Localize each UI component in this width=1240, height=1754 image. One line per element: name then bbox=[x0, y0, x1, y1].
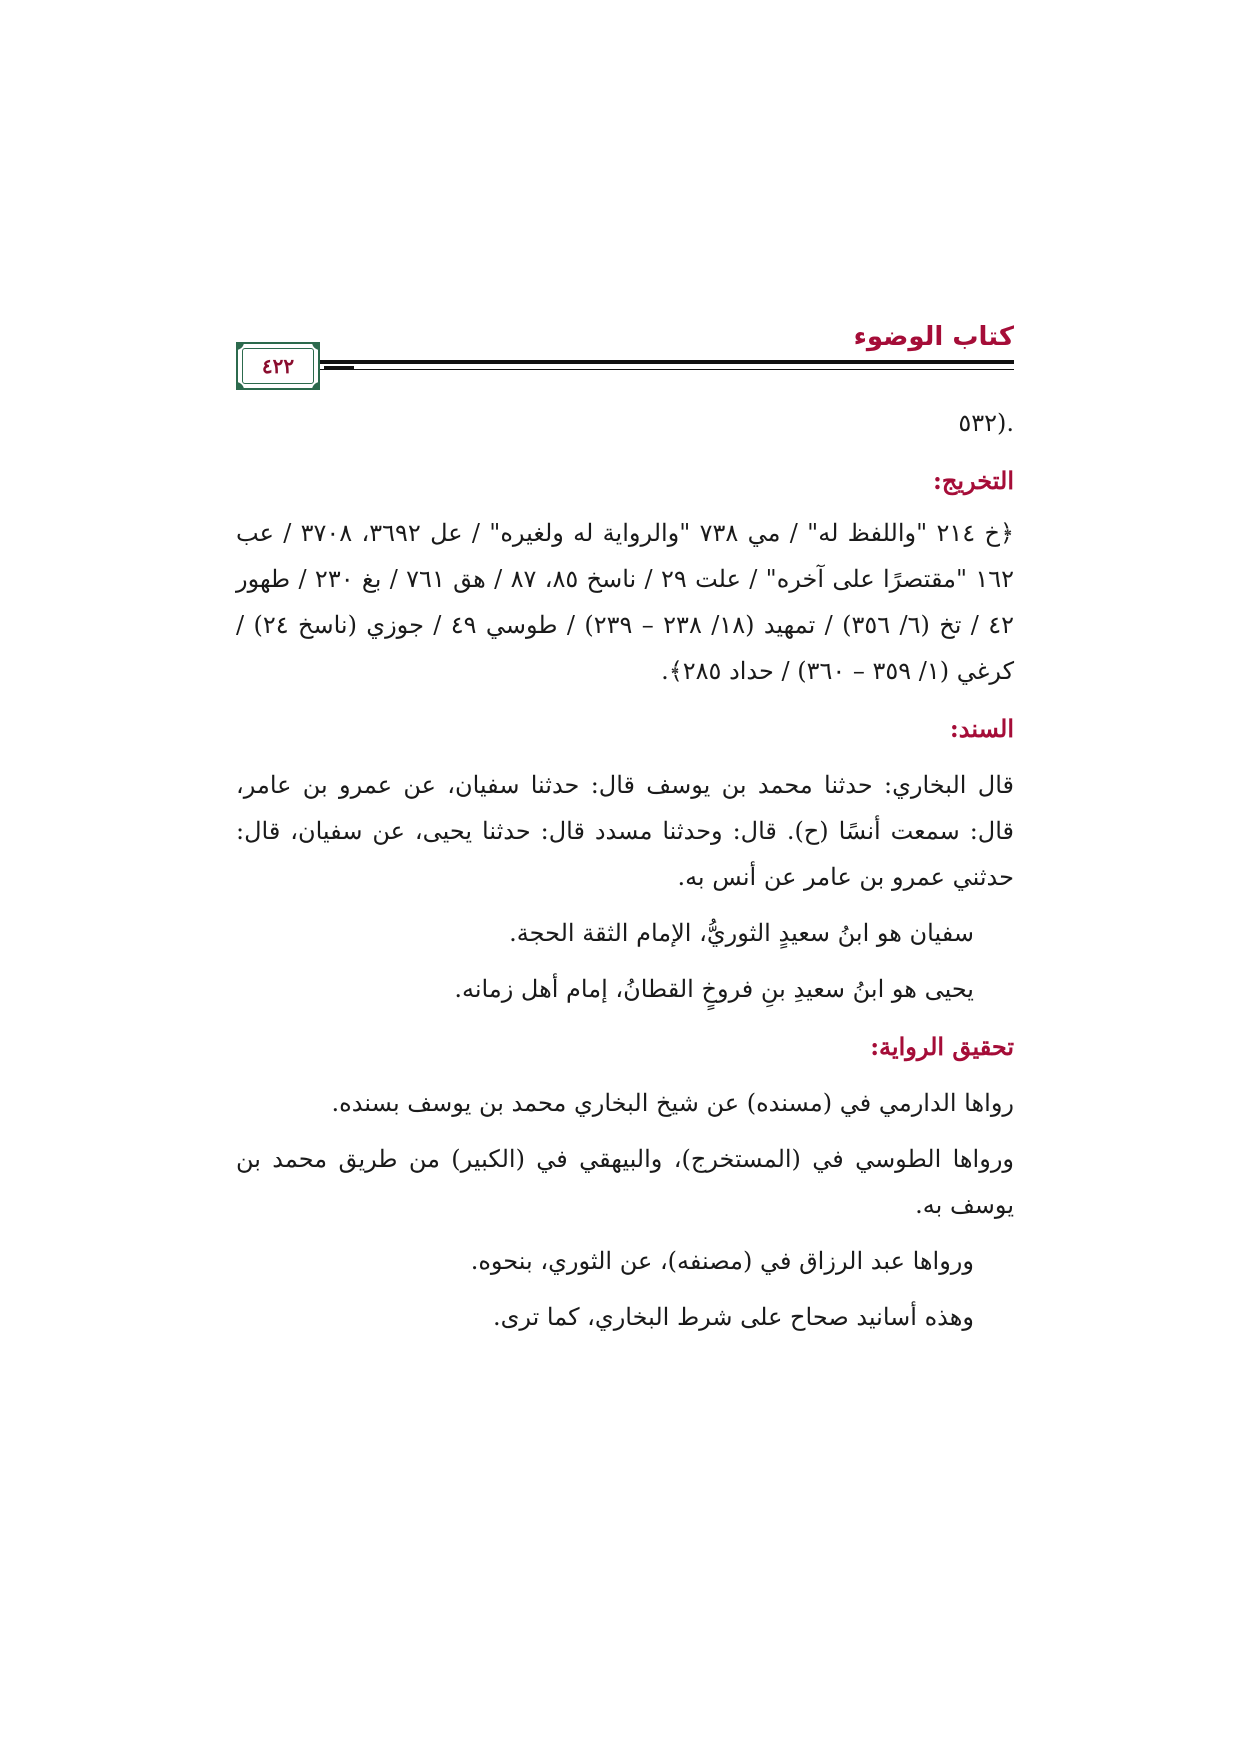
sanad-paragraph: يحيى هو ابنُ سعيدِ بنِ فروخٍ القطانُ، إمام أهل زمانه. bbox=[454, 975, 974, 1003]
riwaya-paragraph: رواها الدارمي في (مسنده) عن شيخ البخاري محمد بن يوسف بسنده. bbox=[331, 1089, 1014, 1117]
sanad-paragraph: قال البخاري: حدثنا محمد بن يوسف قال: حدثنا سفيان، عن عمرو بن عامر، قال: سمعت أنسًا (ح). قال: وحدثنا مسدد قال: حدثنا يحيى، عن سفيان، قال: حدثني عمرو بن عامر عن أنس به. bbox=[236, 771, 1014, 891]
badge-connector bbox=[324, 366, 354, 370]
page-header bbox=[236, 322, 1014, 392]
section-heading-takhrij: التخريج: bbox=[933, 466, 1014, 495]
header-rule-thick bbox=[236, 360, 1014, 364]
book-title: كتاب الوضوء bbox=[853, 322, 1014, 352]
riwaya-paragraph: ورواها الطوسي في (المستخرج)، والبيهقي في (الكبير) من طريق محمد بن يوسف به. bbox=[236, 1145, 1014, 1219]
riwaya-paragraph: وهذه أسانيد صحاح على شرط البخاري، كما ترى. bbox=[492, 1303, 974, 1331]
page-number-badge bbox=[236, 342, 320, 390]
page-body bbox=[236, 400, 1014, 1340]
page-number: ٤٢٢ bbox=[242, 348, 314, 384]
section-heading-riwaya: تحقيق الرواية: bbox=[870, 1032, 1014, 1061]
ornament-corner bbox=[312, 382, 320, 390]
section-heading-sanad: السند: bbox=[949, 714, 1014, 743]
sanad-paragraph: سفيان هو ابنُ سعيدٍ الثوريُّ، الإمام الثقة الحجة. bbox=[509, 919, 974, 947]
riwaya-paragraph: ورواها عبد الرزاق في (مصنفه)، عن الثوري، بنحوه. bbox=[470, 1247, 974, 1275]
takhrij-text: ﴿خ ٢١٤ "واللفظ له" / مي ٧٣٨ "والرواية له ولغيره" / عل ٣٦٩٢، ٣٧٠٨ / عب ١٦٢ "مقتصرًا على آخره" / علت ٢٩ / ناسخ ٨٥، ٨٧ / هق ٧٦١ / بغ ٢٣٠ / طهور ٤٢ / تخ (٦/ ٣٥٦) / تمهيد (١٨/ ٢٣٨ – ٢٣٩) / طوسي ٤٩ / جوزي (ناسخ ٢٤) / كرغي (١/ ٣٥٩ – ٣٦٠) / حداد ٢٨٥﴾. bbox=[236, 519, 1015, 685]
carry-over-text: .(٥٣٢ bbox=[958, 409, 1014, 437]
